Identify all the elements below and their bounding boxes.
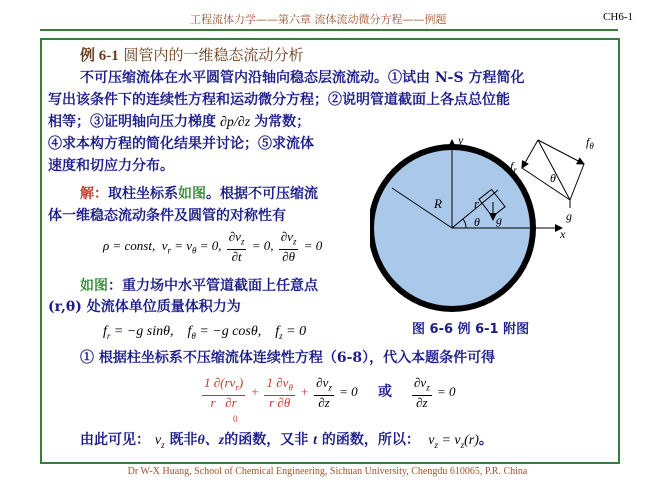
reduced-equation: $\frac{\partial v_z}{\partial z}$ = 0 (414, 375, 456, 410)
zero-mark: 0 (233, 414, 238, 424)
page-header (0, 10, 655, 28)
solution-line-2: 体一维稳态流动条件及圆管的对称性有 (48, 208, 286, 224)
force-ftheta-side (570, 164, 584, 200)
conclusion: 由此可见： $v_z$ 既非θ、z的函数，又非 t 的函数，所以： $v_z = v_z(r)$。 (80, 432, 493, 450)
label-r: r (474, 196, 480, 211)
force-fr (522, 140, 538, 168)
problem-line-2: 写出该条件下的连续性方程和运动微分方程；②说明管道截面上各点总位能 (48, 92, 510, 108)
header-code: CH6-1 (603, 11, 633, 23)
header-title: 工程流体力学——第六章 流体流动微分方程——例题 (190, 13, 447, 26)
label-ftheta: $f_\theta$ (586, 135, 594, 151)
step-1: ① 根据柱坐标系不压缩流体连续性方程（6-8），代入本题条件可得 (80, 350, 496, 366)
continuity-equation: $\frac{1 \partial(rv_r)}{r \partial r}$ + $\frac{1 \partial v_\theta}{r \partial\theta}$ + $\frac{\partial v_z}{\partial z}$ = 0 (204, 375, 358, 410)
label-y: y (458, 133, 464, 147)
equation-2: $f_r = -g$ sinθ, $f_\theta = -g$ cosθ, $f_z = 0$ (103, 324, 307, 341)
label-theta-2: θ (550, 171, 556, 185)
label-g-2: g (566, 209, 572, 223)
force-diagonal (538, 140, 570, 200)
label-fr: $f_r$ (510, 159, 517, 175)
problem-line-5: 速度和切应力分布。 (48, 158, 174, 174)
figure-link-2[interactable]: 如图 (80, 278, 108, 294)
problem-line-1: 不可压缩流体在水平圆管内沿轴向稳态层流流动。①试由 N-S 方程简化 (80, 70, 525, 86)
example-title (80, 44, 304, 65)
figure-caption: 图 6-6 例 6-1 附图 (412, 322, 530, 337)
label-g: g (496, 213, 502, 227)
solution-label: 解： (80, 186, 108, 202)
pressure-gradient: ∂p/∂z (220, 115, 251, 130)
example-number: 例 6-1 (80, 48, 119, 64)
solution-line-3: 如图：重力场中水平管道截面上任意点 (80, 278, 318, 294)
problem-line-3: 相等；③证明轴向压力梯度 ∂p/∂z 为常数； (48, 114, 311, 130)
label-x: x (560, 227, 566, 241)
problem-line-4: ④求本构方程的简化结果并讨论；⑤求流体 (48, 136, 314, 152)
example-name: 圆管内的一维稳态流动分析 (123, 46, 304, 64)
page-footer: Dr W-X Huang, School of Chemical Engineering, Sichuan University, Chengdu 610065, P.R. China (127, 466, 528, 477)
solution-line-4: (r,θ) 处流体单位质量体积力为 (48, 299, 241, 315)
header-rule (40, 29, 618, 31)
solution-line-1: 解：取柱坐标系如图。根据不可压缩流 (80, 186, 318, 202)
pipe-cross-section-figure (370, 128, 610, 318)
or-label: 或 (378, 384, 392, 400)
figure-link[interactable]: 如图 (178, 186, 206, 202)
label-theta: θ (474, 215, 480, 229)
equation-1: ρ = const, $v_r = v_\theta = 0$, $\frac{\partial v_z}{\partial t}$ = 0, $\frac{\partial v_z}{\partial\theta}$ = 0 (103, 229, 323, 264)
label-R: R (434, 196, 442, 211)
